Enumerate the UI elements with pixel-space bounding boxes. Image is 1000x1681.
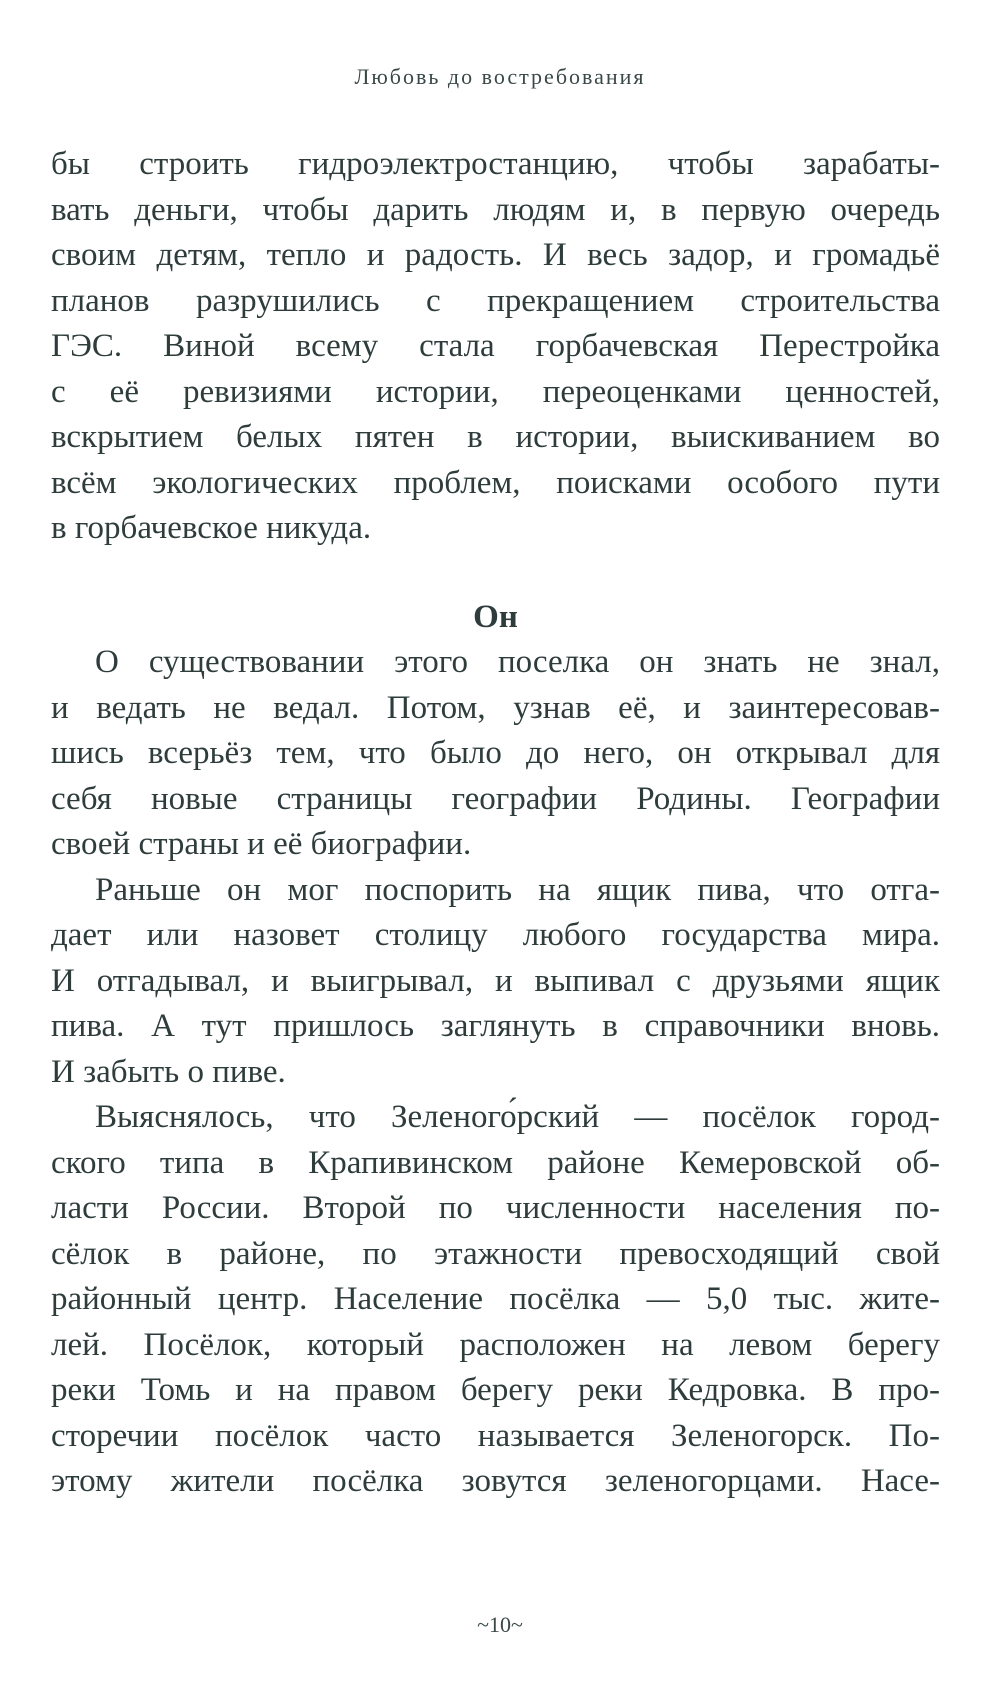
text-line: бы строить гидроэлектростанцию, чтобы зарабаты- [51, 146, 940, 182]
text-line: Выяснялось, что Зеленого́рский — посёлок город- [95, 1099, 940, 1135]
text-line: своим детям, тепло и радость. И весь задор, и громадьё [51, 237, 940, 273]
text-line: И отгадывал, и выигрывал, и выпивал с друзьями ящик [51, 962, 940, 999]
text-line: ского типа в Крапивинском районе Кемеровской об- [51, 1144, 940, 1181]
paragraph-1 [51, 142, 940, 552]
running-head: Любовь до востребования [354, 64, 646, 89]
section-spacer [51, 552, 940, 595]
text-line: и ведать не ведал. Потом, узнав её, и заинтересовав- [51, 689, 940, 726]
text-line: ГЭС. Виной всему стала горбачевская Перестройка [51, 328, 940, 364]
text-line: лей. Посёлок, который расположен на левом берегу [51, 1326, 940, 1363]
text-line: сторечии посёлок часто называется Зеленогорск. По- [51, 1417, 940, 1454]
section-heading: Он [473, 598, 518, 635]
text-line: всём экологических проблем, поисками особого пути [51, 464, 940, 501]
text-line: этому жители посёлка зовутся зеленогорцами. Насе- [51, 1463, 940, 1499]
paragraph-4 [51, 1095, 940, 1505]
text-line: сёлок в районе, по этажности превосходящий свой [51, 1235, 940, 1272]
text-line: районный центр. Население посёлка — 5,0 тыс. жите- [51, 1281, 940, 1317]
text-line: своей страны и её биографии. [51, 826, 472, 862]
text-line: планов разрушились с прекращением строительства [51, 282, 940, 319]
text-line: шись всерьёз тем, что было до него, он открывал для [51, 735, 940, 771]
text-line: себя новые страницы географии Родины. Географии [51, 780, 940, 817]
page-number: ~10~ [477, 1612, 523, 1637]
text-line: пива. А тут пришлось заглянуть в справочники вновь. [51, 1008, 940, 1044]
text-line: вскрытием белых пятен в истории, выискиванием во [51, 419, 940, 455]
text-line: Раньше он мог поспорить на ящик пива, что отга- [95, 871, 940, 908]
text-line: реки Томь и на правом берегу реки Кедровка. В про- [51, 1372, 940, 1408]
text-line: в горбачевское никуда. [51, 510, 372, 546]
body-text [51, 142, 940, 1505]
text-line: О существовании этого поселка он знать не знал, [95, 644, 940, 680]
text-line: с её ревизиями истории, переоценками ценностей, [51, 373, 940, 410]
text-line: вать деньги, чтобы дарить людям и, в первую очередь [51, 191, 940, 228]
text-line: ласти России. Второй по численности населения по- [51, 1190, 940, 1226]
text-line: дает или назовет столицу любого государства мира. [51, 917, 940, 953]
paragraph-2 [51, 640, 940, 868]
text-line: И забыть о пиве. [51, 1053, 286, 1090]
paragraph-3 [51, 868, 940, 1096]
